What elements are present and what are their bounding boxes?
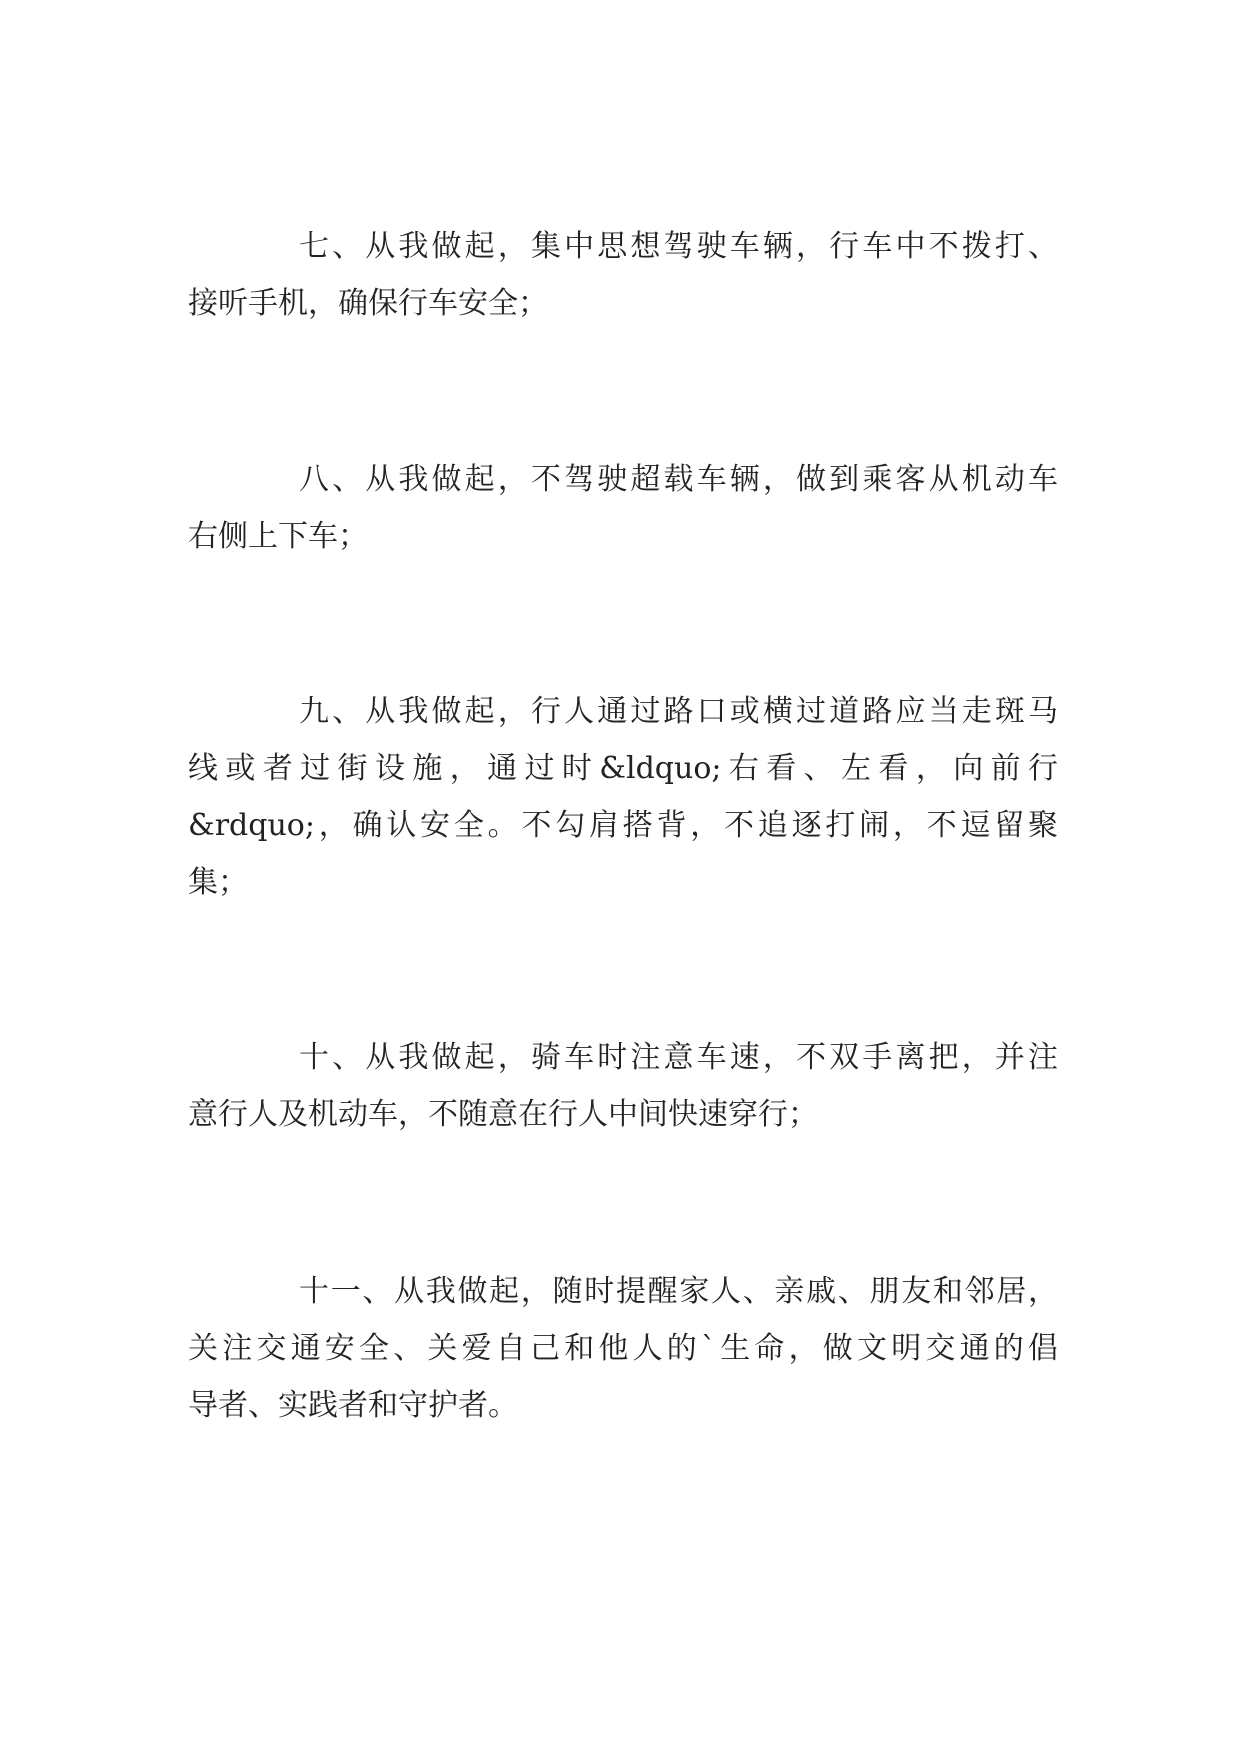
paragraph-item-9: [188, 683, 1058, 911]
paragraph-item-8: [188, 451, 1058, 565]
paragraph-line: 关注交通安全、关爱自己和他人的`生命，做文明交通的倡: [188, 1331, 1058, 1366]
paragraph-line: 七、从我做起，集中思想驾驶车辆，行车中不拨打、: [299, 229, 1058, 264]
paragraph-line: 右侧上下车；: [188, 519, 368, 554]
paragraph-line: 意行人及机动车，不随意在行人中间快速穿行；: [188, 1097, 818, 1132]
paragraph-line: 线或者过街设施，通过时&ldquo;右看、左看，向前行: [188, 751, 1058, 786]
paragraph-item-10: [188, 1029, 1058, 1143]
paragraph-line: 十、从我做起，骑车时注意车速，不双手离把，并注: [299, 1040, 1058, 1075]
paragraph-line: 接听手机，确保行车安全；: [188, 286, 548, 321]
paragraph-item-11: [188, 1263, 1058, 1434]
paragraph-line: 导者、实践者和守护者。: [188, 1388, 518, 1423]
paragraph-line: &rdquo;，确认安全。不勾肩搭背，不追逐打闹，不逗留聚: [188, 808, 1058, 843]
paragraph-line: 八、从我做起，不驾驶超载车辆，做到乘客从机动车: [299, 462, 1058, 497]
paragraph-item-7: [188, 218, 1058, 332]
paragraph-line: 集；: [188, 865, 248, 900]
paragraph-line: 九、从我做起，行人通过路口或横过道路应当走斑马: [299, 694, 1058, 729]
paragraph-line: 十一、从我做起，随时提醒家人、亲戚、朋友和邻居，: [299, 1274, 1058, 1309]
